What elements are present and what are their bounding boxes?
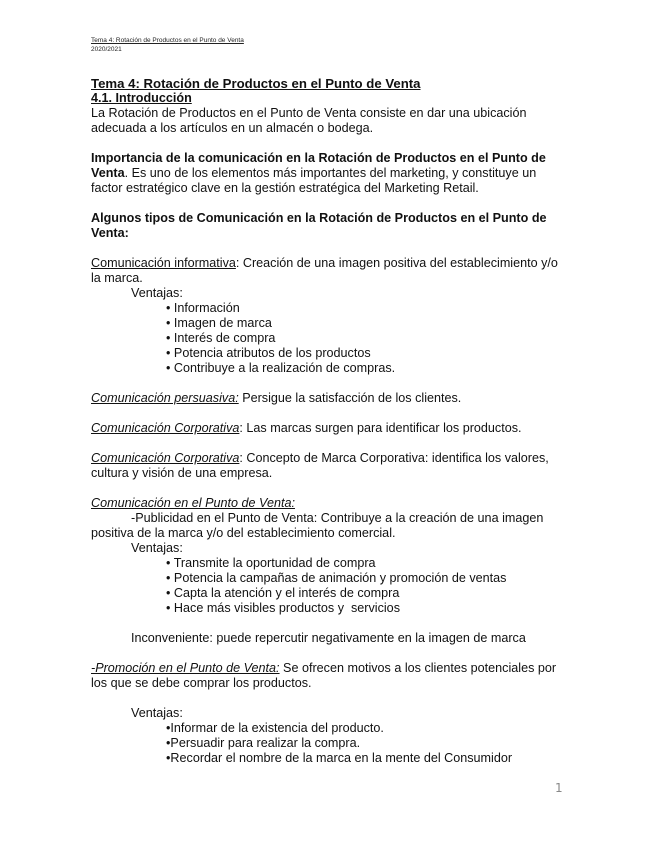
informativa-label: Comunicación informativa — [91, 256, 236, 270]
corporativa-label-1: Comunicación Corporativa — [91, 421, 240, 435]
persuasiva-text: Persigue la satisfacción de los clientes. — [238, 391, 462, 405]
page-number: 1 — [555, 781, 563, 795]
promocion-text-2: los que se debe comprar los productos. — [91, 676, 312, 690]
list-item: • Transmite la oportunidad de compra — [166, 556, 561, 571]
informativa-ventajas-label: Ventajas: — [131, 286, 183, 300]
list-item: • Capta la atención y el interés de compra — [166, 586, 561, 601]
informativa-list — [91, 301, 561, 376]
persuasiva-label: Comunicación persuasiva: — [91, 391, 239, 405]
importance-heading: Importancia de la comunicación en la Rotación de Productos en el Punto de Venta — [91, 151, 546, 180]
list-item: • Potencia la campañas de animación y promoción de ventas — [166, 571, 561, 586]
pdv-publicidad: -Publicidad en el Punto de Venta: Contribuye a la creación de una imagen positiva de la marca y/o del establecimiento comercial. — [91, 511, 544, 540]
corporativa-text-2: : Concepto de Marca Corporativa: identifica los valores, cultura y visión de una empresa. — [91, 451, 549, 480]
informativa-text: : Creación de una imagen positiva del establecimiento y/o la marca. — [91, 256, 558, 285]
list-item: • Contribuye a la realización de compras. — [166, 361, 561, 376]
informativa-paragraph — [91, 256, 561, 286]
corporativa-paragraph-1 — [91, 421, 561, 436]
document-title: Tema 4: Rotación de Productos en el Punto de Venta — [91, 76, 421, 91]
pdv-label: Comunicación en el Punto de Venta: — [91, 496, 295, 510]
promocion-text: Se ofrecen motivos a los clientes potenciales por — [279, 661, 557, 675]
promocion-ventajas-label: Ventajas: — [131, 706, 183, 720]
intro-paragraph: La Rotación de Productos en el Punto de Venta consiste en dar una ubicación adecuada a los artículos en un almacén o bodega. — [91, 106, 527, 135]
list-item: • Informar de la existencia del producto. — [166, 721, 561, 736]
promocion-label: -Promoción en el Punto de Venta: — [91, 661, 280, 675]
promocion-paragraph — [91, 661, 561, 676]
header-title: Tema 4: Rotación de Productos en el Punto de Venta — [91, 37, 244, 44]
list-item: • Información — [166, 301, 561, 316]
list-item: • Recordar el nombre de la marca en la mente del Consumidor — [166, 751, 561, 766]
corporativa-text-1: : Las marcas surgen para identificar los productos. — [239, 421, 522, 435]
pdv-list — [91, 556, 561, 616]
corporativa-label-2: Comunicación Corporativa — [91, 451, 240, 465]
list-item: • Imagen de marca — [166, 316, 561, 331]
types-heading: Algunos tipos de Comunicación en la Rotación de Productos en el Punto de Venta: — [91, 211, 547, 240]
list-item: • Interés de compra — [166, 331, 561, 346]
page-header — [91, 37, 244, 54]
persuasiva-paragraph — [91, 391, 561, 406]
section-heading: 4.1. Introducción — [91, 91, 192, 105]
pdv-inconveniente: Inconveniente: puede repercutir negativamente en la imagen de marca — [131, 631, 526, 645]
importance-paragraph — [91, 151, 561, 196]
promocion-list — [91, 721, 561, 766]
list-item: • Hace más visibles productos y servicios — [166, 601, 561, 616]
corporativa-paragraph-2 — [91, 451, 561, 481]
list-item: • Potencia atributos de los productos — [166, 346, 561, 361]
header-year: 2020/2021 — [91, 45, 122, 53]
document-body — [91, 76, 561, 766]
importance-text: . Es uno de los elementos más importantes del marketing, y constituye un factor estratégico clave en la gestión estratégica del Marketing Retail. — [91, 166, 537, 195]
list-item: • Persuadir para realizar la compra. — [166, 736, 561, 751]
pdv-ventajas-label: Ventajas: — [131, 541, 183, 555]
